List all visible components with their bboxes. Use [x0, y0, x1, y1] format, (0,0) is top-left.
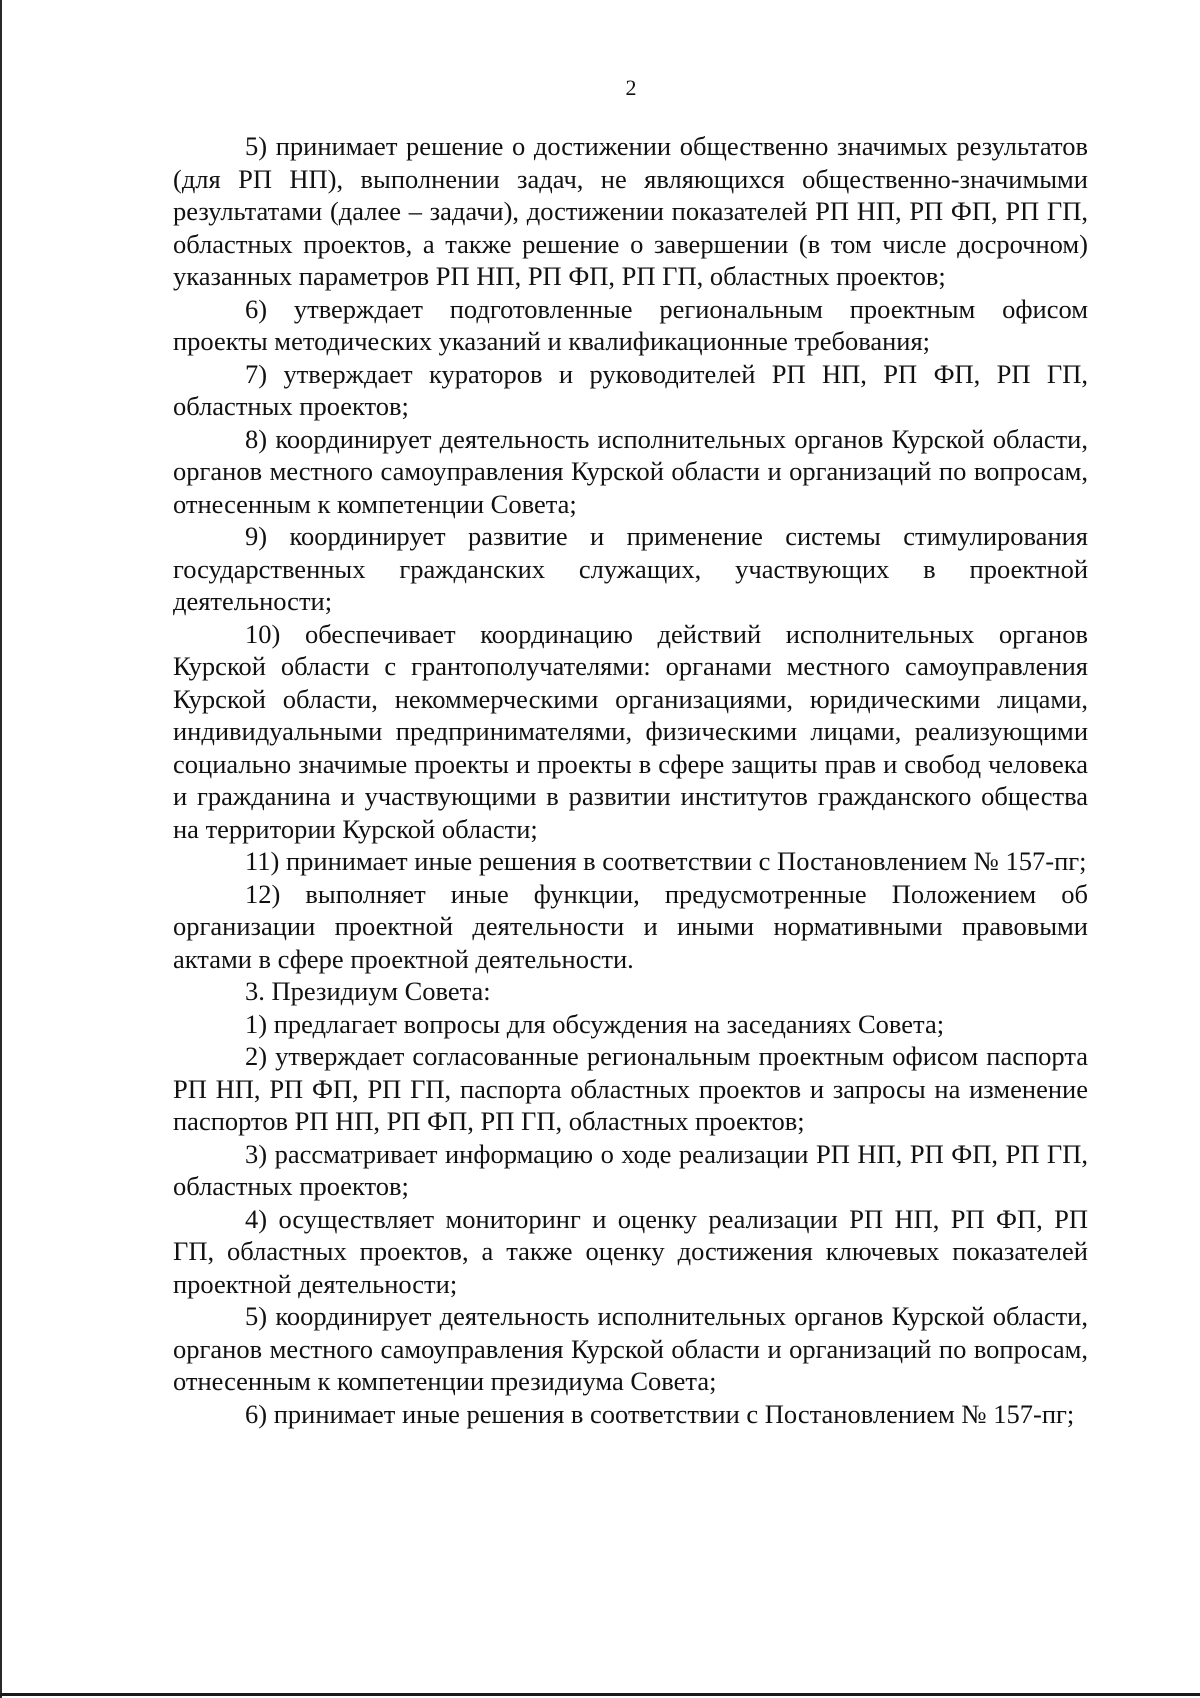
paragraph-item-10-grant-recipients: 10) обеспечивает координацию действий исполнительных органов Курской области с грантополучателями: органами местного самоуправления Курской области, некоммерческими организациями, юридическими лицами, индивидуальными предпринимателями, физическими лицами, реализующими социально значимые проекты и проекты в сфере защиты прав и свобод человека и гражданина и участвующими в развитии институтов гражданского общества на территории Курской области;: [173, 618, 1088, 844]
paragraph-presidium-5-coordinates: 5) координирует деятельность исполнительных органов Курской области, органов местного самоуправления Курской области и организаций по вопросам, отнесенным к компетенции президиума Совета;: [173, 1301, 1088, 1396]
paragraph-item-8-coordinates-bodies: 8) координирует деятельность исполнительных органов Курской области, органов местного самоуправления Курской области и организаций по вопросам, отнесенным к компетенции Совета;: [173, 423, 1088, 519]
paragraph-item-9-incentive-system: 9) координирует развитие и применение системы стимулирования государственных гражданских служащих, участвующих в проектной деятельности;: [173, 521, 1088, 616]
paragraph-item-7-approves-curators: 7) утверждает кураторов и руководителей РП НП, РП ФП, РП ГП, областных проектов;: [173, 358, 1088, 421]
paragraph-item-6-approves-guidelines: 6) утверждает подготовленные региональным проектным офисом проекты методических указаний и квалификационные требования;: [173, 293, 1088, 356]
document-body: [173, 130, 1088, 1430]
scan-edge-left: [0, 0, 2, 1698]
section-heading-presidium: 3. Президиум Совета:: [245, 976, 491, 1006]
paragraph-presidium-2-passports: 2) утверждает согласованные региональным проектным офисом паспорта РП НП, РП ФП, РП ГП, паспорта областных проектов и запросы на изменение паспортов РП НП, РП ФП, РП ГП, областных проектов;: [173, 1041, 1088, 1136]
paragraph-presidium-6-other-decisions: 6) принимает иные решения в соответствии с Постановлением № 157-пг;: [245, 1398, 1075, 1429]
paragraph-item-11-other-decisions: 11) принимает иные решения в соответствии с Постановлением № 157-пг;: [245, 846, 1087, 876]
paragraph-presidium-4-monitoring: 4) осуществляет мониторинг и оценку реализации РП НП, РП ФП, РП ГП, областных проектов, а также оценку достижения ключевых показателей проектной деятельности;: [173, 1203, 1088, 1299]
scan-edge-bottom: [0, 1693, 1200, 1696]
paragraph-item-5-decisions: 5) принимает решение о достижении общественно значимых результатов (для РП НП), выполнении задач, не являющихся общественно-значимыми результатами (далее – задачи), достижении показателей РП НП, РП ФП, РП ГП, областных проектов, а также решение о завершении (в том числе досрочном) указанных параметров РП НП, РП ФП, РП ГП, областных проектов;: [173, 131, 1088, 291]
paragraph-presidium-3-progress: 3) рассматривает информацию о ходе реализации РП НП, РП ФП, РП ГП, областных проектов;: [173, 1138, 1088, 1201]
page-number: 2: [625, 75, 637, 100]
paragraph-presidium-1-agenda: 1) предлагает вопросы для обсуждения на заседаниях Совета;: [245, 1008, 945, 1039]
paragraph-item-12-other-functions: 12) выполняет иные функции, предусмотренные Положением об организации проектной деятельности и иными нормативными правовыми актами в сфере проектной деятельности.: [173, 878, 1088, 974]
